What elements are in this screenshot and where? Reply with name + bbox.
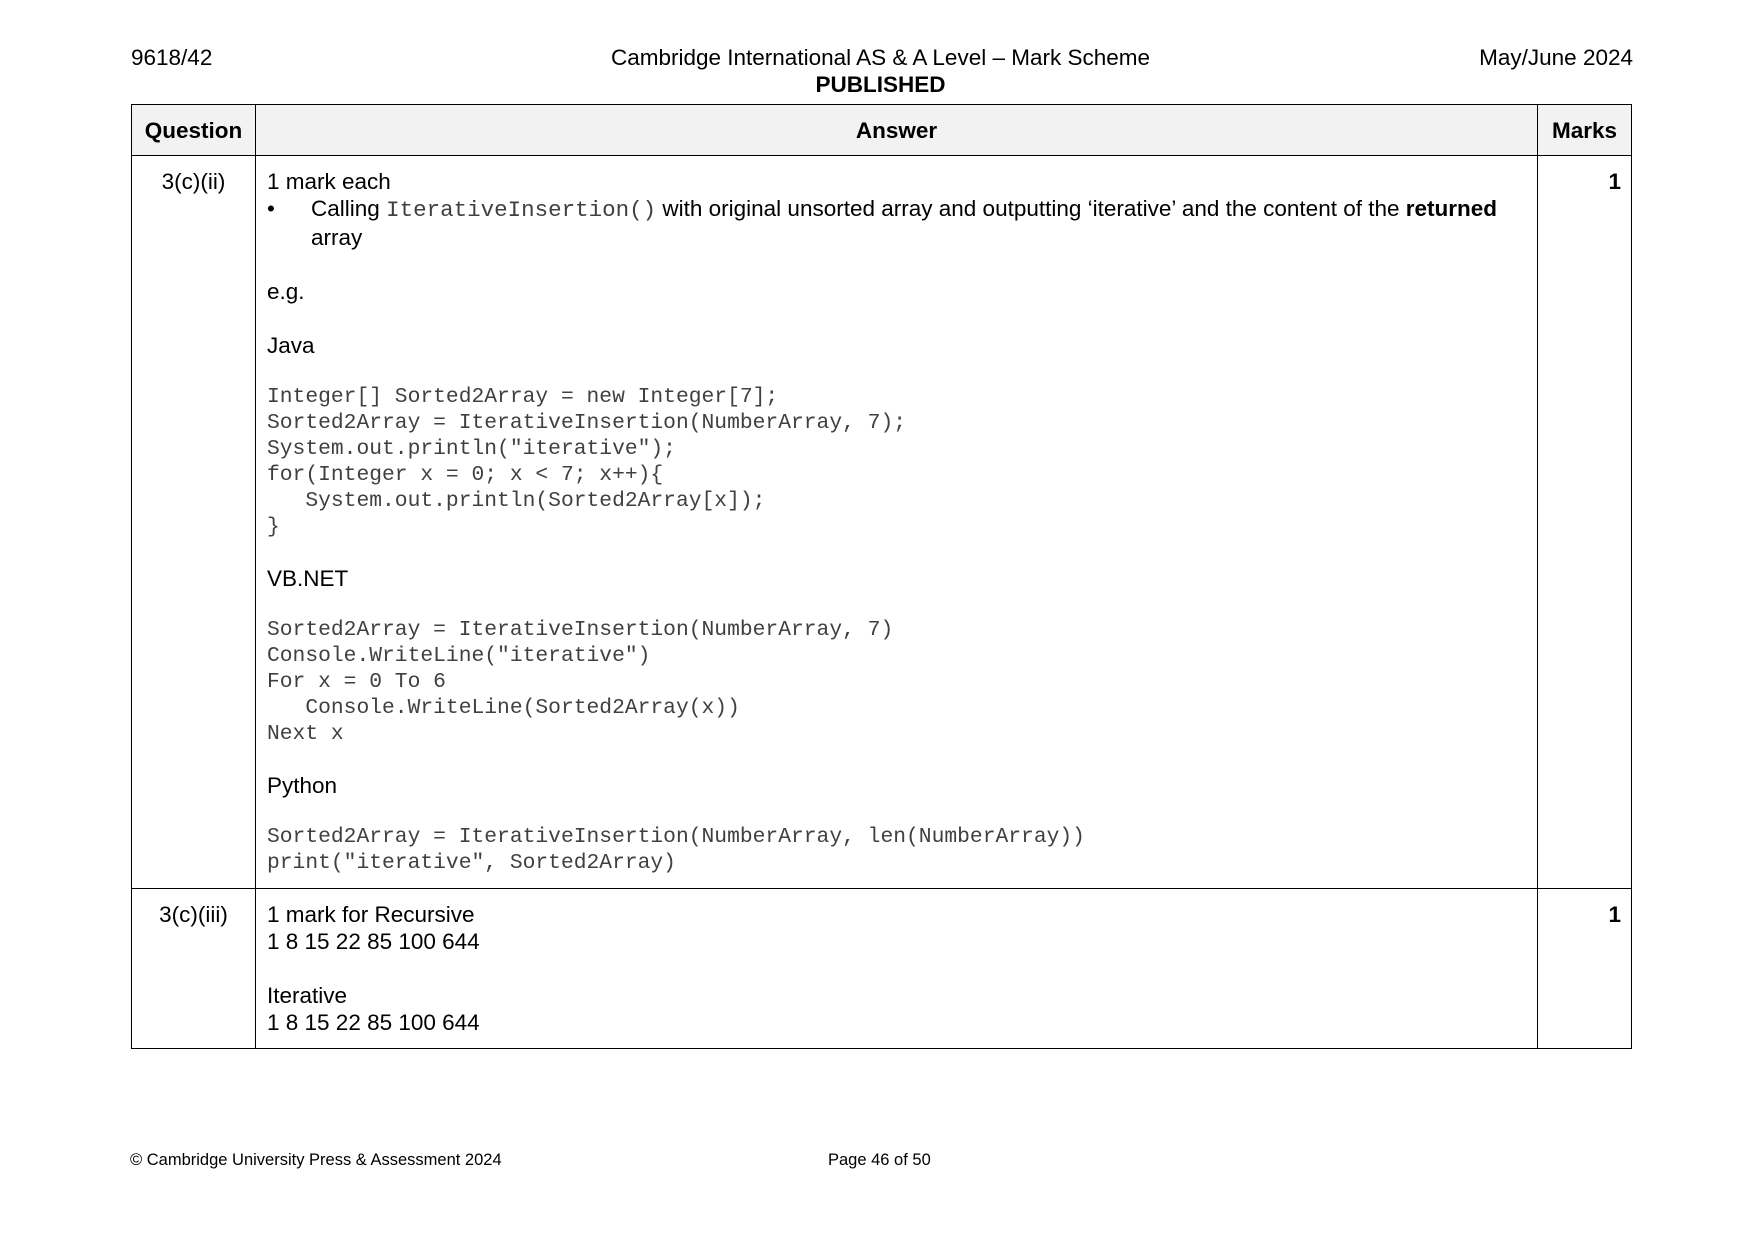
inline-code: IterativeInsertion() [386,197,657,223]
vbnet-label: VB.NET [267,566,349,591]
column-header-answer: Answer [256,105,1538,156]
exam-session: May/June 2024 [1479,45,1633,70]
mark-scheme-table [131,104,1632,1049]
bullet-text-after: array [311,225,363,250]
table-header-row [132,105,1632,156]
answer-intro: 1 mark each [267,169,391,194]
copyright-notice: © Cambridge University Press & Assessment 2024 [130,1151,502,1169]
iterative-heading: Iterative [267,983,348,1008]
table-row [132,889,1632,1049]
syllabus-code: 9618/42 [131,45,213,70]
table-row [132,156,1632,889]
column-header-marks: Marks [1538,105,1632,156]
bold-text: returned [1405,196,1498,221]
python-code-block: Sorted2Array = IterativeInsertion(NumberArray, len(NumberArray)) print("iterative", Sorted2Array) [267,825,1085,875]
published-label: PUBLISHED [815,72,946,97]
java-label: Java [267,333,315,358]
python-label: Python [267,773,338,798]
page-number: Page 46 of 50 [828,1151,931,1169]
bullet-icon: • [267,196,275,221]
answer-cell [256,889,1538,1049]
question-number: 3(c)(ii) [132,156,256,889]
example-label: e.g. [267,279,305,304]
marks-value: 1 [1538,156,1632,889]
column-header-question: Question [132,105,256,156]
java-code-block: Integer[] Sorted2Array = new Integer[7]; Sorted2Array = IterativeInsertion(NumberArray, 7); System.out.println("iterative"); for(Integer x = 0; x < 7; x++){ System.out.println(Sorted2Array[x]); } [267,385,907,539]
iterative-output: 1 8 15 22 85 100 644 [267,1010,480,1035]
bullet-text-middle: with original unsorted array and outputting ‘iterative’ and the content of the [662,196,1400,221]
recursive-heading: 1 mark for Recursive [267,902,475,927]
title-text: Cambridge International AS & A Level – Mark Scheme [610,45,1151,70]
bullet-text-before: Calling [311,196,380,221]
answer-cell [256,156,1538,889]
recursive-output: 1 8 15 22 85 100 644 [267,929,480,954]
bullet-text [311,195,1527,251]
question-number: 3(c)(iii) [132,889,256,1049]
vbnet-code-block: Sorted2Array = IterativeInsertion(NumberArray, 7) Console.WriteLine("iterative") For x = 0 To 6 Console.WriteLine(Sorted2Array(x)) Next x [267,618,894,746]
bullet-item [267,195,1527,251]
marks-value: 1 [1538,889,1632,1049]
